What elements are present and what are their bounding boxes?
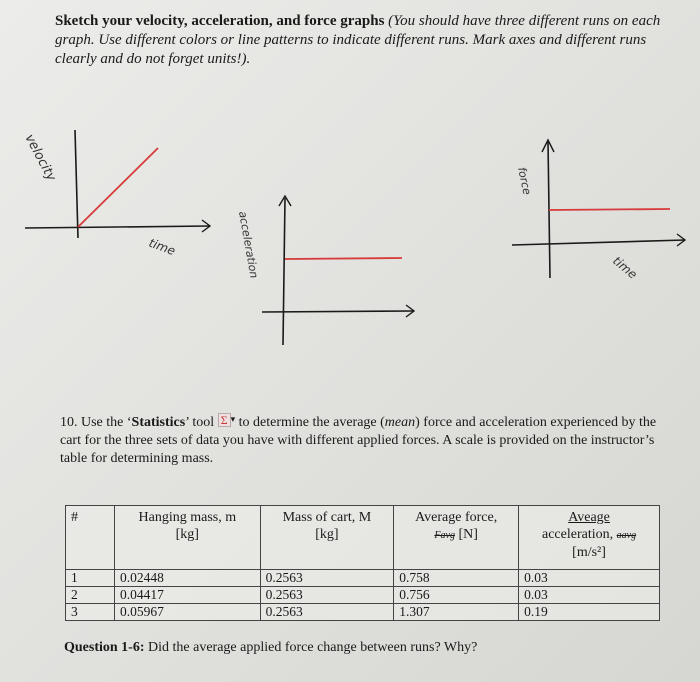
question-label: Question 1-6:: [64, 640, 145, 655]
velocity-x-axis: [25, 226, 210, 228]
q10-prefix: 10. Use the ‘: [60, 415, 132, 430]
table-row: [66, 587, 660, 604]
cart-mass-cell: 0.2563: [260, 587, 394, 604]
row-index: 3: [66, 604, 115, 621]
velocity-y-axis: [75, 130, 78, 238]
cart-mass-cell: 0.2563: [260, 604, 394, 621]
acceleration-run-line: [285, 258, 402, 259]
velocity-run-line: [78, 148, 158, 227]
force-graph: [512, 140, 685, 282]
q10-tool-name: Statistics: [131, 415, 186, 430]
velocity-y-label: velocity: [21, 131, 59, 184]
acceleration-graph: [236, 196, 414, 345]
velocity-graph: [21, 130, 210, 258]
avg-force-cell: 0.758: [394, 570, 519, 587]
table-row: [66, 570, 660, 587]
table-row: [66, 604, 660, 621]
hanging-mass-cell: 0.05967: [115, 604, 261, 621]
force-y-label: force: [515, 165, 534, 196]
avg-force-cell: 1.307: [394, 604, 519, 621]
row-index: 1: [66, 570, 115, 587]
instructions-italic: (You should have three different runs on each graph. Use different colors or line patterns to indicate different runs. Mark axes and different runs clearly and do not forget units!).: [55, 13, 661, 67]
q10-after-icon: to determine the average (: [238, 415, 385, 430]
question-text: Did the average applied force change between runs? Why?: [148, 640, 478, 655]
avg-accel-cell: 0.03: [519, 570, 660, 587]
force-x-label: time: [610, 253, 640, 282]
avg-accel-cell: 0.03: [519, 587, 660, 604]
row-index: 2: [66, 587, 115, 604]
instructions-bold: Sketch your velocity, acceleration, and force graphs: [55, 13, 385, 29]
hanging-mass-cell: 0.02448: [115, 570, 261, 587]
avg-accel-cell: 0.19: [519, 604, 660, 621]
header-avg-force: Average force, Favg [N]: [394, 506, 519, 570]
results-table: [65, 505, 660, 621]
header-avg-accel: Aveage acceleration, aavg [m/s²]: [519, 506, 660, 570]
header-num: #: [66, 506, 115, 570]
acceleration-x-axis: [262, 311, 414, 312]
avg-force-cell: 0.756: [394, 587, 519, 604]
force-x-axis: [512, 240, 685, 245]
question-10: 10. Use the ‘Statistics’ tool Σ ▾ to determine the average (mean) force and acceleration experienced by the cart for the three sets of data you have with different applied forces. A scale is provided on the instructor’s table for determining mass.: [60, 413, 657, 466]
header-cart-mass: Mass of cart, M [kg]: [260, 506, 394, 570]
acceleration-y-axis: [283, 198, 285, 345]
q10-tool-suffix: ’ tool: [185, 415, 215, 430]
header-hanging-mass: Hanging mass, m [kg]: [115, 506, 261, 570]
q10-rest: ) force and acceleration experienced by the cart for the three sets of data you have with different applied forces. A scale is provided on the instructor’s table for determining mass.: [60, 415, 657, 466]
question-1-6: [64, 640, 477, 656]
statistics-icon: Σ: [218, 413, 231, 427]
cart-mass-cell: 0.2563: [260, 570, 394, 587]
acceleration-y-label: acceleration: [236, 210, 261, 280]
force-run-line: [549, 209, 670, 210]
hanging-mass-cell: 0.04417: [115, 587, 261, 604]
table-header-row: [66, 506, 660, 570]
q10-mean-word: mean: [384, 415, 416, 430]
velocity-x-label: time: [146, 235, 178, 259]
